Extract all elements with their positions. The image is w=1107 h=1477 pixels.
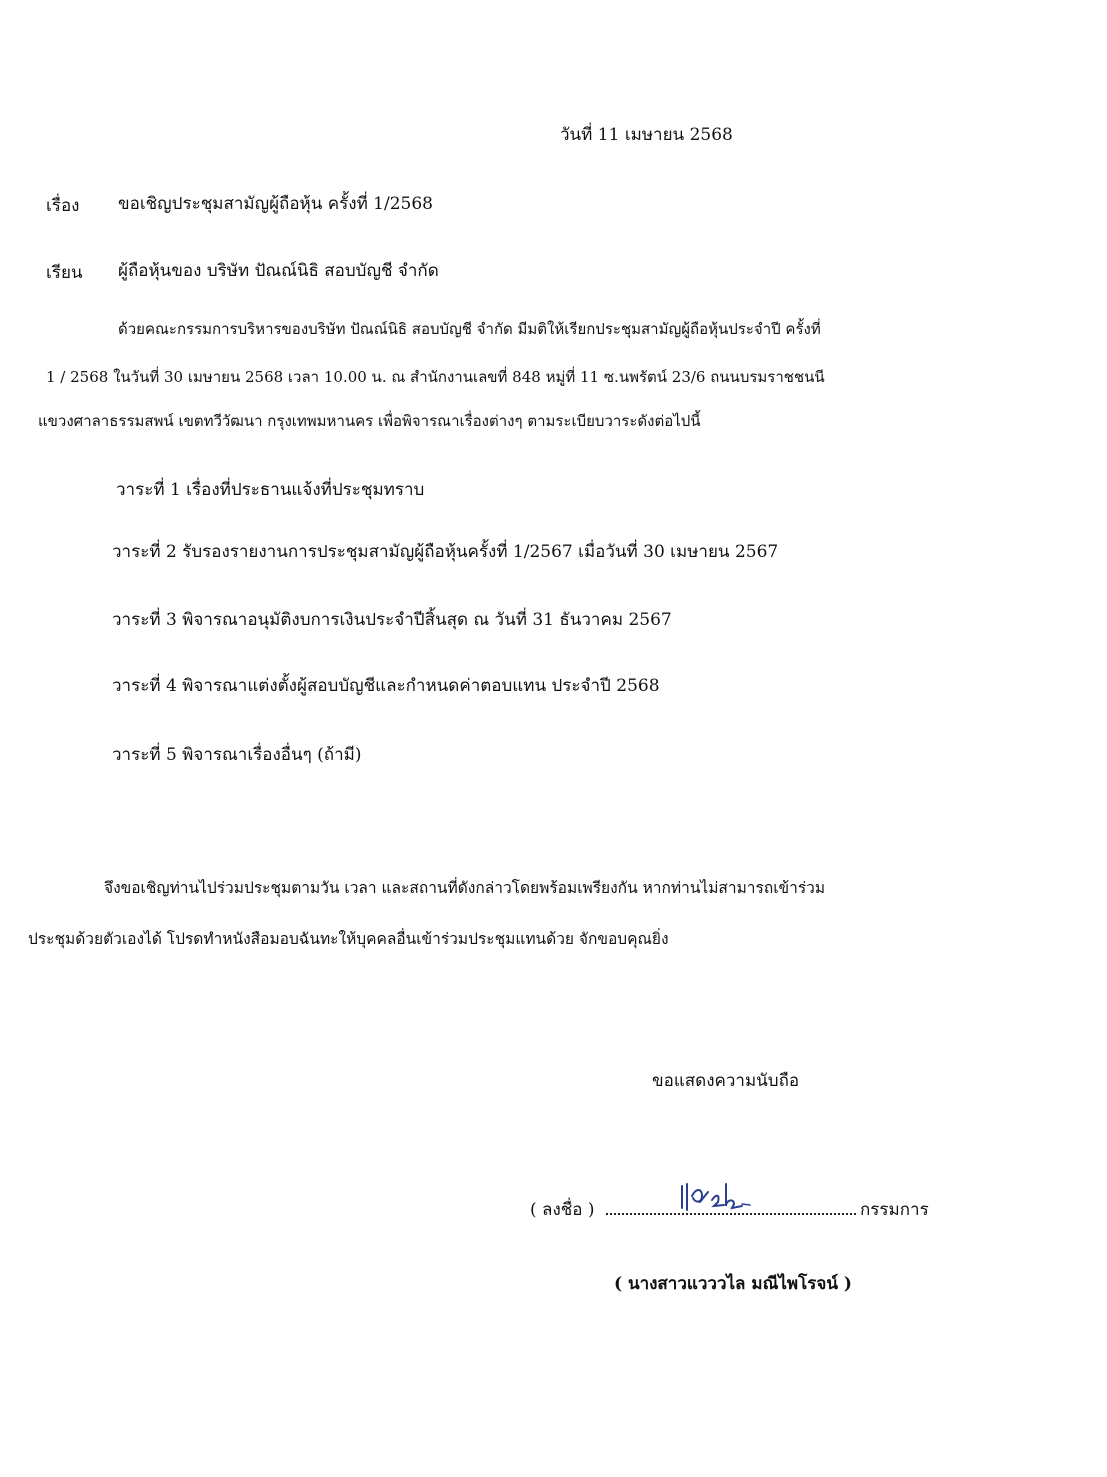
date-line: วันที่ 11 เมษายน 2568 bbox=[560, 125, 733, 145]
agenda-item-1: วาระที่ 1 เรื่องที่ประธานแจ้งที่ประชุมทราบ bbox=[116, 480, 425, 500]
agenda-item-2: วาระที่ 2 รับรองรายงานการประชุมสามัญผู้ถือหุ้นครั้งที่ 1/2567 เมื่อวันที่ 30 เมษายน 2567 bbox=[112, 542, 779, 562]
closing-line-1: จึงขอเชิญท่านไปร่วมประชุมตามวัน เวลา และสถานที่ดังกล่าวโดยพร้อมเพรียงกัน หากท่านไม่สามารถเข้าร่วม bbox=[104, 879, 826, 897]
handwritten-signature bbox=[676, 1178, 766, 1218]
to-text: ผู้ถือหุ้นของ บริษัท ปัณณ์นิธิ สอบบัญชี จำกัด bbox=[118, 261, 439, 281]
body-line-2: 1 / 2568 ในวันที่ 30 เมษายน 2568 เวลา 10.00 น. ณ สำนักงานเลขที่ 848 หมู่ที่ 11 ซ.นพรัตน์ 23/6 ถนนบรมราชชนนี bbox=[46, 368, 825, 386]
closing-line-2: ประชุมด้วยตัวเองได้ โปรดทำหนังสือมอบฉันทะให้บุคคลอื่นเข้าร่วมประชุมแทนด้วย จักขอบคุณยิ่ง bbox=[28, 930, 669, 948]
body-line-3: แขวงศาลาธรรมสพน์ เขตทวีวัฒนา กรุงเทพมหานคร เพื่อพิจารณาเรื่องต่างๆ ตามระเบียบวาระดังต่อไปนี้ bbox=[38, 412, 701, 430]
agenda-item-5: วาระที่ 5 พิจารณาเรื่องอื่นๆ (ถ้ามี) bbox=[112, 745, 362, 765]
agenda-item-4: วาระที่ 4 พิจารณาแต่งตั้งผู้สอบบัญชีและกำหนดค่าตอบแทน ประจำปี 2568 bbox=[112, 676, 660, 696]
signer-name: ( นางสาวแวววไล มณีไพโรจน์ ) bbox=[614, 1274, 852, 1294]
body-line-1: ด้วยคณะกรรมการบริหารของบริษัท ปัณณ์นิธิ สอบบัญชี จำกัด มีมติให้เรียกประชุมสามัญผู้ถือหุ้นประจำปี ครั้งที่ bbox=[118, 320, 821, 338]
to-label: เรียน bbox=[46, 263, 83, 283]
agenda-item-3: วาระที่ 3 พิจารณาอนุมัติงบการเงินประจำปีสิ้นสุด ณ วันที่ 31 ธันวาคม 2567 bbox=[112, 610, 672, 630]
subject-label: เรื่อง bbox=[46, 196, 80, 216]
signer-position: กรรมการ bbox=[860, 1200, 929, 1220]
subject-text: ขอเชิญประชุมสามัญผู้ถือหุ้น ครั้งที่ 1/2568 bbox=[118, 194, 433, 214]
sign-label: ( ลงชื่อ ) bbox=[530, 1200, 595, 1220]
regards: ขอแสดงความนับถือ bbox=[652, 1071, 800, 1091]
